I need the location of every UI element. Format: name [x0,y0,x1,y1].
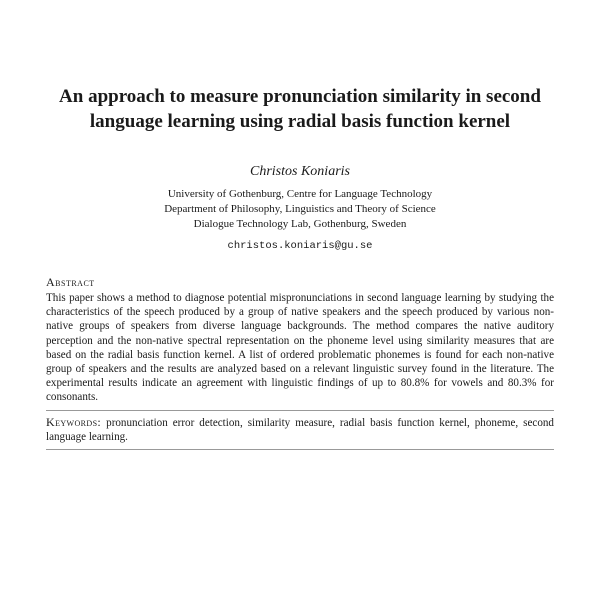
keywords-text: pronunciation error detection, similarity measure, radial basis function kernel, phoneme, second language learning. [46,416,554,443]
keywords-label: Keywords: [46,414,102,429]
title-line-2: language learning using radial basis function kernel [89,111,511,132]
abstract-text: This paper shows a method to diagnose potential mispronunciations in second language learning by studying the characteristics of the speech produced by a group of native speakers and the speech produced by various non-native groups of speakers from diverse language backgrounds. The method compares the native auditory perception and the non-native spectral representation on the phoneme level using similarity measures that are based on the radial basis function kernel. A list of ordered problematic phonemes is found for each non-native group of speakers and the results are analyzed based on a relevant linguistic survey found in the literature. The experimental results indicate an agreement with linguistic findings of up to 80.8% for vowels and 80.3% for consonants. [46,292,554,404]
keywords [46,415,554,444]
paper-title [46,84,554,134]
author-name: Christos Koniaris [250,164,350,179]
title-line-1: An approach to measure pronunciation similarity in second [59,86,541,107]
affiliation-line-1: University of Gothenburg, Centre for Language Technology [167,188,433,200]
abstract-heading: Abstract [46,275,95,289]
author-email: christos.koniaris@gu.se [227,240,373,252]
keywords-divider [46,449,554,450]
paper-first-page [46,84,554,450]
affiliation-line-3: Dialogue Technology Lab, Gothenburg, Sweden [193,218,407,230]
affiliation [46,187,554,232]
abstract-divider [46,410,554,411]
affiliation-line-2: Department of Philosophy, Linguistics and Theory of Science [164,203,436,215]
